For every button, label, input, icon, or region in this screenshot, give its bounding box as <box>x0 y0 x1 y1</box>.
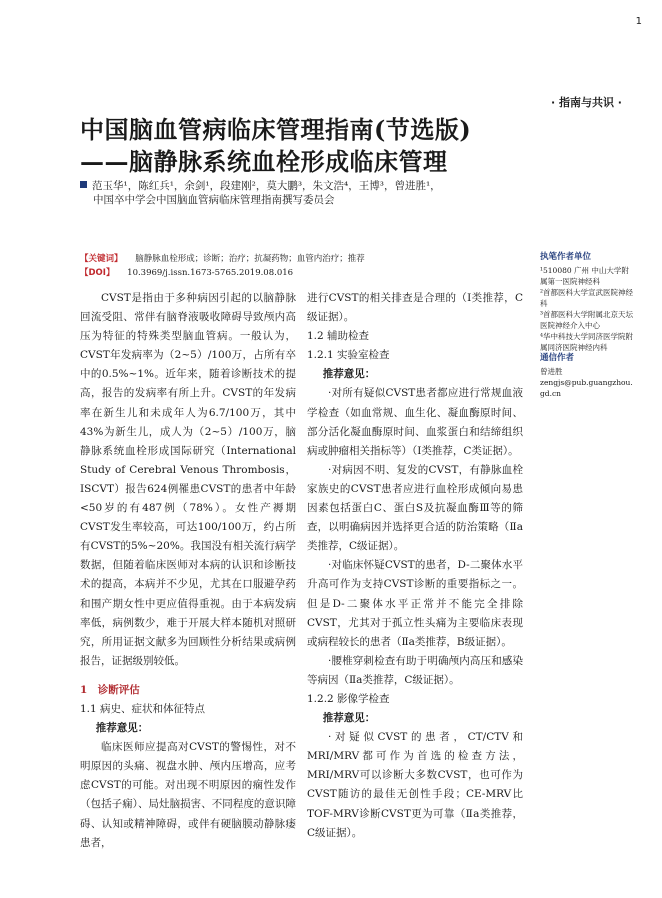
doi-text: 10.3969/j.issn.1673-5765.2019.08.016 <box>127 268 294 278</box>
subsection-heading: 1.1 病史、症状和体征特点 <box>80 702 206 715</box>
subsection-heading: 1.2 辅助检查 <box>307 330 370 343</box>
recommendation-label: 推荐意见： <box>322 368 376 381</box>
unit-item: ²首都医科大学宣武医院神经科 <box>540 288 634 308</box>
subsection-heading: 1.2.1 实验室检查 <box>307 349 390 362</box>
body-paragraph: CVST是指由于多种病因引起的以脑静脉回流受阻、常伴有脑脊液吸收障碍导致颅内高压为特征的特殊类型脑血管病。一般认为，CVST年发病率为（2~5）/100万，占所有卒中的0.5%~1%。近年来，随着诊断技术的提高，报告的发病率有所上升。CVST的年发病率在新生儿和未成年人为6.7/100万，其中43%为新生儿，成人为（2~5）/100万，脑静脉系统血栓形成国际研究（International Study of Cerebral Venous Thrombosis，ISCVT）报告624例罹患CVST的患者中年龄<50岁的有487例（78%）。女性产褥期CVST发生率较高，可达100/100万，约占所有CVST的5%~20%。我国没有相关流行病学数据，但随着临床医师对本病的认识和诊断技术的提高，本病并不少见，尤其在口服避孕药和围产期女性中更应值得重视。由于本病发病率低，病例数少，难于开展大样本随机对照研究，所用证据文献多为回顾性分析结果或病例报告，证据级别较低。 <box>80 292 296 667</box>
section-tag: · 指南与共识 · <box>550 96 622 109</box>
unit-item: ⁴华中科技大学同济医学院附属同济医院神经内科 <box>540 332 634 352</box>
keywords-label: 【关键词】 <box>80 254 123 264</box>
page-number: 1 <box>635 16 642 27</box>
left-column <box>80 289 296 853</box>
doi-row <box>80 266 293 278</box>
organization: 中国卒中学会中国脑血管病临床管理指南撰写委员会 <box>93 194 335 206</box>
author-list <box>80 178 441 193</box>
title-line-1: 中国脑血管病临床管理指南(节选版) <box>80 115 472 144</box>
body-paragraph: 临床医师应提高对CVST的警惕性，对不明原因的头痛、视盘水肿、颅内压增高，应考虑CVST的可能。对出现不明原因的痫性发作（包括子痫）、局灶脑损害、不同程度的意识障碍、认知或精神障碍，或伴有硬脑膜动静脉瘘患者， <box>80 741 296 849</box>
correspondence-email: zengjs@pub.guangzhou.gd.cn <box>540 378 633 398</box>
section-heading: 1 诊断评估 <box>80 683 140 696</box>
body-paragraph: ·对疑似CVST的患者，CT/CTV和MRI/MRV都可作为首选的检查方法，MRI/MRV可以诊断大多数CVST，也可作为CVST随访的最佳无创性手段；CE-MRV比TOF-MRV诊断CVST更为可靠（Ⅱa类推荐，C级证据）。 <box>307 731 523 839</box>
recommendation-label: 推荐意见： <box>95 722 149 735</box>
correspondence-heading: 通信作者 <box>540 353 575 363</box>
bullet-square-icon <box>80 181 87 188</box>
body-paragraph: ·腰椎穿刺检查有助于明确颅内高压和感染等病因（Ⅱa类推荐，C级证据）。 <box>307 654 523 686</box>
authors-text: 范玉华¹，陈红兵¹，余剑¹，段建刚²，莫大鹏³，朱文浩⁴，王博³，曾进胜¹， <box>92 180 441 192</box>
unit-item: ³首都医科大学附属北京天坛医院神经介入中心 <box>540 310 634 330</box>
doi-label: 【DOI】 <box>80 268 115 278</box>
body-paragraph: 进行CVST的相关排查是合理的（I类推荐，C级证据）。 <box>307 292 523 324</box>
body-paragraph: ·对病因不明、复发的CVST，有静脉血栓家族史的CVST患者应进行血栓形成倾向易患因素包括蛋白C、蛋白S及抗凝血酶Ⅲ等的筛查，以明确病因并选择更合适的防治策略（Ⅱa类推荐，C级证据）。 <box>307 463 523 553</box>
keywords-row <box>80 252 365 264</box>
title-line-2: ——脑静脉系统血栓形成临床管理 <box>80 147 448 176</box>
body-paragraph: ·对临床怀疑CVST的患者，D-二聚体水平升高可作为支持CVST诊断的重要指标之一。但是D-二聚体水平正常并不能完全排除CVST，尤其对于孤立性头痛为主要临床表现或病程较长的患者（Ⅱa类推荐，B级证据）。 <box>307 559 523 648</box>
author-sidebar <box>540 252 636 399</box>
keywords-text: 脑静脉血栓形成；诊断；治疗；抗凝药物；血管内治疗；推荐 <box>135 254 365 264</box>
body-paragraph: ·对所有疑似CVST患者都应进行常规血液学检查（如血常规、血生化、凝血酶原时间、部分活化凝血酶原时间、血浆蛋白和结缔组织病或肿瘤相关指标等）（I类推荐，C类证据）。 <box>307 387 523 457</box>
correspondence-name: 曾进胜 <box>540 367 563 376</box>
unit-item: ¹510080 广州 中山大学附属第一医院神经科 <box>540 266 629 286</box>
subsection-heading: 1.2.2 影像学检查 <box>307 692 390 705</box>
units-heading: 执笔作者单位 <box>540 252 592 262</box>
right-column <box>307 289 523 843</box>
recommendation-label: 推荐意见： <box>322 712 376 725</box>
